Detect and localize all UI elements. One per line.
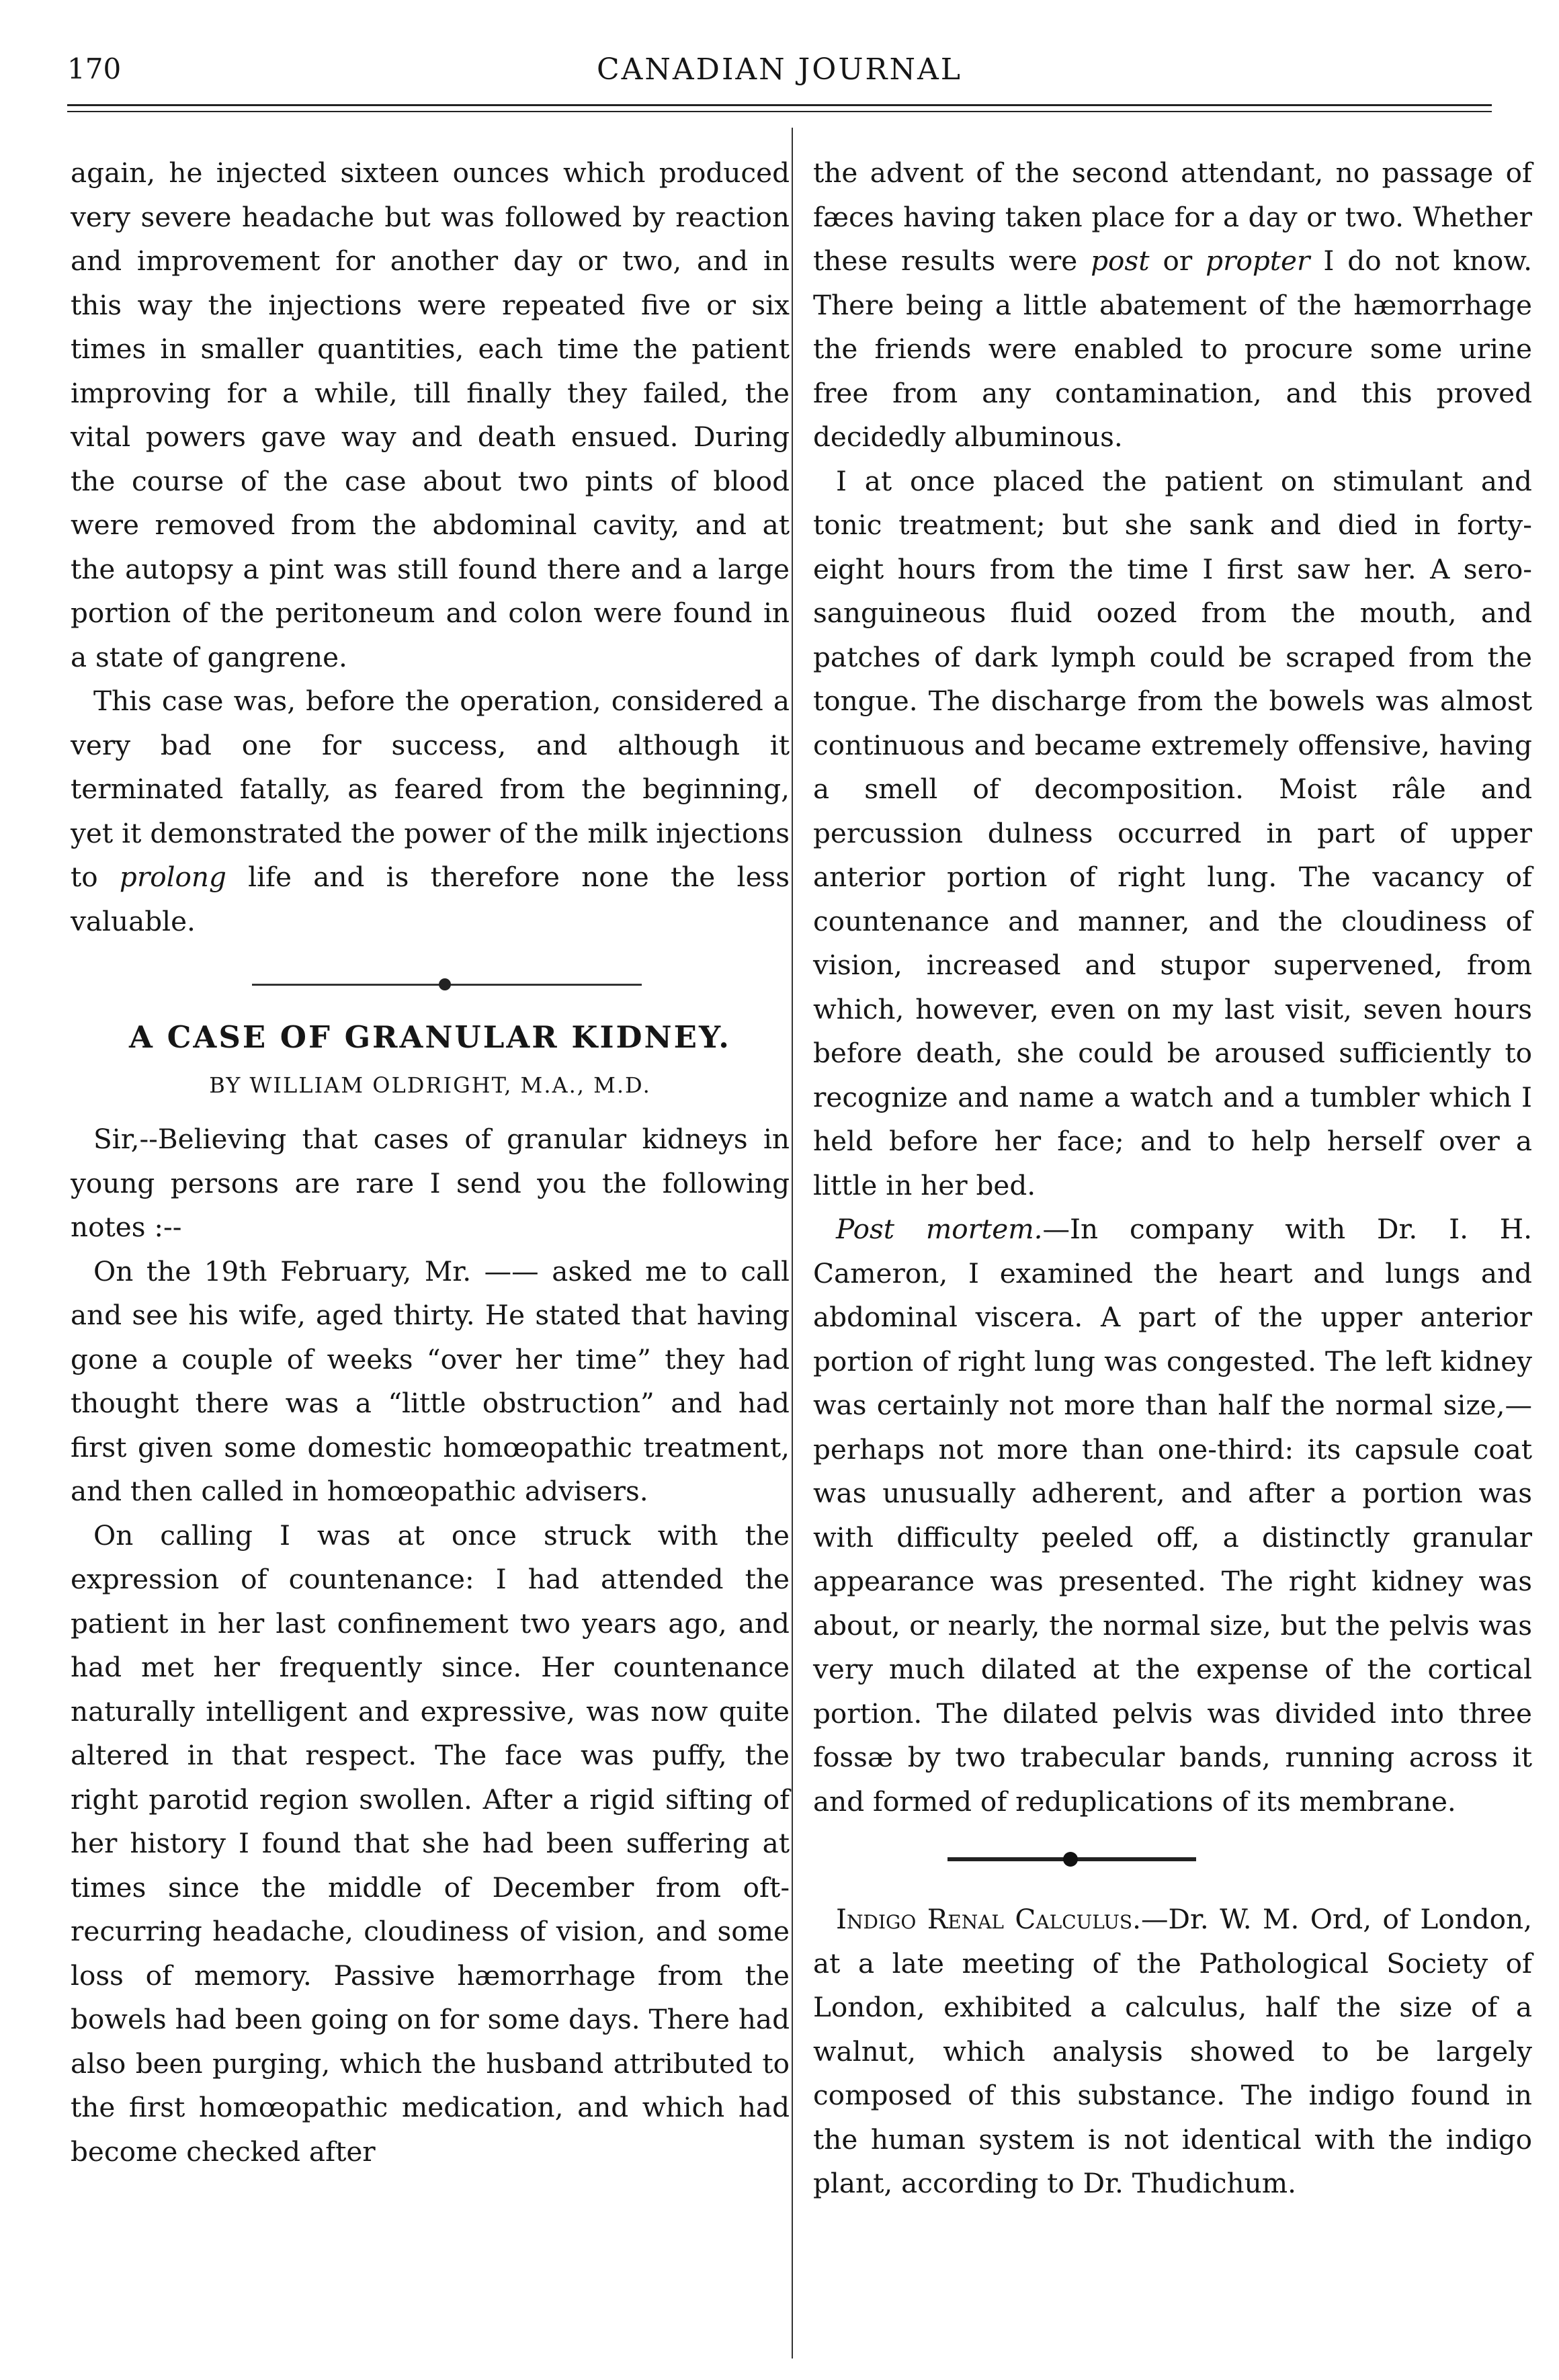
header-rule-thin [67,111,1492,112]
running-title: CANADIAN JOURNAL [596,52,963,87]
section-ornament [813,1824,1532,1898]
paragraph: Indigo Renal Calculus.—Dr. W. M. Ord, of London, at a late meeting of the Pathological Society of London, exhibited a calculus, half the size of a walnut, which analysis showed to be largely composed of this substance. The indigo found in the human system is not identical with the indigo plant, according to Dr. Thudichum. [813,1903,1532,2199]
note-heading: Indigo Renal Calculus. [836,1903,1141,1935]
right-column [813,151,1532,2206]
paragraph: On calling I was at once struck with the expression of countenance: I had attended the patient in her last confinement two years ago, and had met her frequently since. Her countenance naturally intelligent and expressive, was now quite altered in that respect. The face was puffy, the right parotid region swollen. After a rigid sifting of her history I found that she had been suffering at times since the middle of December from oft-recurring headache, cloudiness of vision, and some loss of memory. Passive hæmorrhage from the bowels had been going on for some days. There had also been purging, which the husband attributed to the first homœopathic medication, and which had become checked after [71,1519,790,2168]
section-ornament [71,943,790,1007]
page-header [67,47,1492,94]
paragraph: Post mortem.—In company with Dr. I. H. Cameron, I examined the heart and lungs and abdominal viscera. A part of the upper anterior portion of right lung was congested. The left kidney was certainly not more than half the normal size,—perhaps not more than one-third: its capsule coat was unusually adherent, and after a portion was with difficulty peeled off, a distinctly granular appearance was presented. The right kidney was about, or nearly, the normal size, but the pelvis was very much dilated at the expense of the cortical portion. The dilated pelvis was divided into three fossæ by two trabecular bands, running across it and formed of reduplications of its membrane. [813,1213,1533,1818]
paragraph: the advent of the second attendant, no passage of fæces having taken place for a day or two. Whether these results were post or propter I do not know. There being a little abatement of the hæmorrhage the friends were enabled to procure some urine free from any contamination, and this proved decidedly albuminous. [813,157,1532,453]
column-divider [792,128,793,2358]
header-rule [67,104,1492,106]
paragraph: This case was, before the operation, considered a very bad one for success, and although it terminated fatally, as feared from the beginning, yet it demonstrated the power of the milk injections to prolong life and is therefore none the less valuable. [71,685,790,937]
paragraph: again, he injected sixteen ounces which produced very severe headache but was followed by reaction and improvement for another day or two, and in this way the injections were repeated five or six times in smaller quantities, each time the patient improving for a while, till finally they failed, the vital powers gave way and death ensued. During the course of the case about two pints of blood were removed from the abdominal cavity, and at the autopsy a pint was still found there and a large portion of the peritoneum and colon were found in a state of gangrene. [71,157,790,673]
paragraph: I at once placed the patient on stimulant and tonic treatment; but she sank and died in forty-eight hours from the time I first saw her. A sero-sanguineous fluid oozed from the mouth, and patches of dark lymph could be scraped from the tongue. The discharge from the bowels was almost continuous and became extremely offensive, having a smell of decomposition. Moist râle and percussion dulness occurred in part of upper anterior portion of right lung. The vacancy of countenance and manner, and the cloudiness of vision, increased and stupor supervened, from which, however, even on my last visit, seven hours before death, she could be aroused sufficiently to recognize and name a watch and a tumbler which I held before her face; and to help herself over a little in her bed. [813,464,1532,1201]
page-number: 170 [67,52,122,85]
left-column [71,151,790,2174]
paragraph: On the 19th February, Mr. —— asked me to call and see his wife, aged thirty. He stated that having gone a couple of weeks “over her time” they had thought there was a “little obstruction” and had first given some domestic homœopathic treatment, and then called in homœopathic advisers. [71,1255,790,1507]
article-title: A CASE OF GRANULAR KIDNEY. [129,1019,731,1055]
article-byline: BY WILLIAM OLDRIGHT, M.A., M.D. [209,1072,651,1098]
paragraph: Sir,--Believing that cases of granular kidneys in young persons are rare I send you the following notes :-- [71,1123,790,1243]
